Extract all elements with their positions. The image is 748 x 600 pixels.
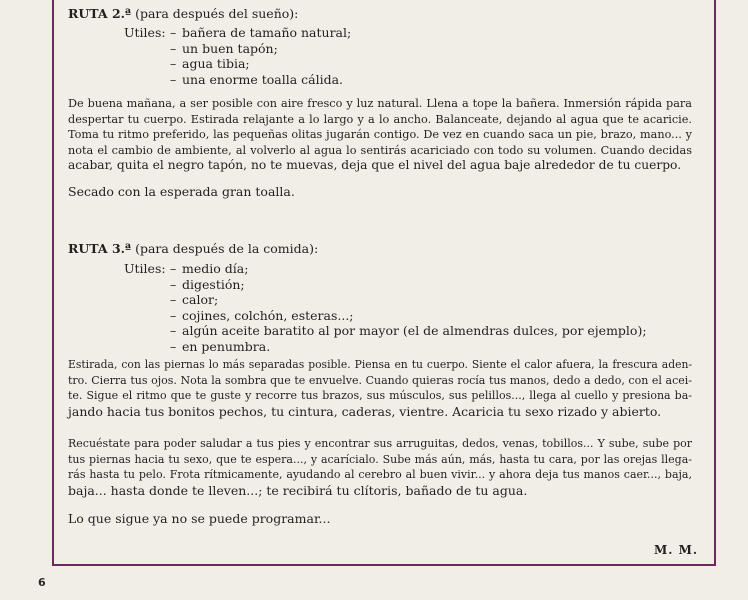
ruta-2-subtitle: (para después del sueño):: [135, 6, 299, 21]
list-item: una enorme toalla cálida.: [182, 71, 343, 87]
ruta-2-label: RUTA 2.ª: [68, 6, 132, 21]
list-item: algún aceite baratito al por mayor (el de almendras dulces, por ejemplo);: [182, 323, 647, 338]
utiles-label: Utiles:: [124, 25, 166, 40]
ruta-3-paragraph-2: [68, 436, 692, 498]
text-line: tro. Cierra tus ojos. Nota la sombra que te envuelve. Cuando quieras rocía tus manos, dedo a dedo, con el acei-: [68, 373, 692, 387]
list-item: bañera de tamaño natural;: [182, 25, 352, 40]
text-line: baja... hasta donde te lleven...; te recibirá tu clítoris, bañado de tu agua.: [68, 482, 528, 498]
list-item: agua tibia;: [182, 56, 250, 71]
text-line: jando hacia tus bonitos pechos, tu cintura, caderas, vientre. Acaricia tu sexo rizado y abierto.: [68, 403, 662, 419]
ruta-3-utiles-list: Utiles: – medio día; – digestión; – calor; – cojines, colchón, esteras...; – algún aceite baratito al por mayor (el de almendras dulces, por ejemplo); – en penumbra.: [124, 261, 647, 354]
text-line: te. Sigue el ritmo que te guste y recorre tus brazos, sus músculos, sus pelillos..., llega al cuello y presiona ba-: [68, 389, 692, 402]
ruta-2-paragraph: [68, 96, 692, 174]
ruta-2-closing: Secado con la esperada gran toalla.: [68, 184, 295, 199]
list-item: medio día;: [182, 261, 249, 276]
text-line: acabar, quita el negro tapón, no te muevas, deja que el nivel del agua baje alrededor de tu cuerpo.: [68, 158, 682, 172]
ruta-3-heading: [68, 241, 318, 256]
text-line: tus piernas hacia tu sexo, que te espera..., y acarícialo. Sube más aún, más, hasta tu cara, por las orejas llega-: [68, 452, 692, 466]
text-line: rás hasta tu pelo. Frota rítmicamente, ayudando al cerebro al buen vivir... y ahora deja tus manos caer..., baja,: [68, 468, 692, 481]
page-number: 6: [38, 576, 46, 589]
ruta-3-paragraph-1: [68, 357, 692, 419]
list-item: cojines, colchón, esteras...;: [182, 307, 354, 323]
ruta-3-closing: Lo que sigue ya no se puede programar...: [68, 511, 331, 526]
list-item: un buen tapón;: [182, 40, 278, 56]
list-item: en penumbra.: [182, 338, 271, 354]
utiles-label: Utiles:: [124, 261, 166, 276]
list-item: digestión;: [182, 276, 245, 292]
ruta-3-label: RUTA 3.ª: [68, 241, 132, 256]
ruta-2-heading: [68, 6, 298, 21]
text-line: Estirada, con las piernas lo más separadas posible. Piensa en tu cuerpo. Siente el calor afuera, la frescura aden-: [68, 358, 692, 371]
signature: M. M.: [654, 543, 699, 557]
text-line: Toma tu ritmo preferido, las pequeñas olitas jugarán contigo. De vez en cuando saca un pie, brazo, mano... y: [68, 128, 692, 141]
list-item: calor;: [182, 292, 219, 307]
text-line: Recuéstate para poder saludar a tus pies y encontrar sus arruguitas, dedos, venas, tobillos... Y sube, sube por: [68, 437, 692, 450]
text-line: nota el cambio de ambiente, al volverlo al agua lo sentirás acariciado con todo su volumen. Cuando decidas: [68, 143, 692, 157]
ruta-3-subtitle: (para después de la comida):: [135, 241, 319, 256]
text-line: De buena mañana, a ser posible con aire fresco y luz natural. Llena a tope la bañera. Inmersión rápida para: [68, 97, 692, 110]
text-line: despertar tu cuerpo. Estirada relajante a lo largo y a lo ancho. Balanceate, dejando al agua que te acaricie.: [68, 112, 692, 126]
ruta-2-utiles-list: Utiles: – bañera de tamaño natural; – un buen tapón; – agua tibia; – una enorme toalla cálida.: [124, 25, 352, 87]
